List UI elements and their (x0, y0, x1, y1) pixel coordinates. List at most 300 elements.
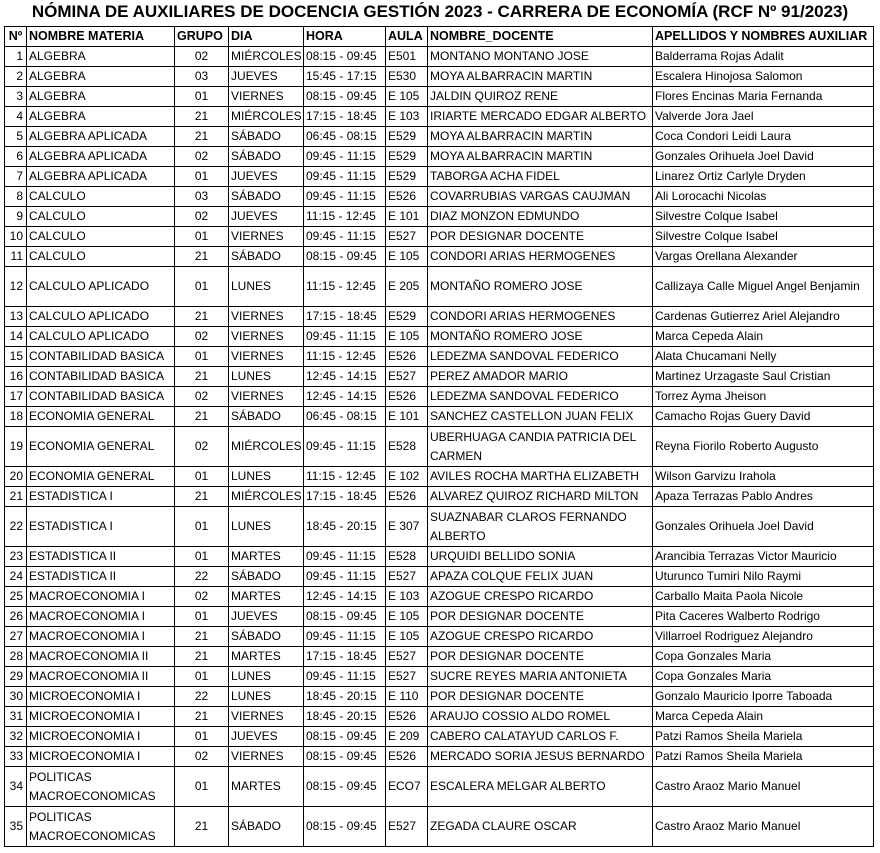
cell-docente: AVILES ROCHA MARTHA ELIZABETH (428, 467, 653, 487)
cell-hora: 08:15 - 09:45 (304, 807, 386, 847)
table-row (5, 727, 874, 747)
cell-num: 20 (5, 467, 27, 487)
cell-materia: ECONOMIA GENERAL (27, 467, 175, 487)
table-row (5, 747, 874, 767)
header-dia: DIA (229, 27, 304, 47)
table-row (5, 327, 874, 347)
cell-num: 4 (5, 107, 27, 127)
cell-materia: CONTABILIDAD BASICA (27, 347, 175, 367)
table-row (5, 587, 874, 607)
cell-materia: CALCULO (27, 247, 175, 267)
cell-num: 27 (5, 627, 27, 647)
cell-hora: 06:45 - 08:15 (304, 127, 386, 147)
table-row (5, 707, 874, 727)
cell-auxiliar: Castro Araoz Mario Manuel (653, 767, 874, 807)
cell-docente: JALDIN QUIROZ RENE (428, 87, 653, 107)
cell-dia: MARTES (229, 587, 304, 607)
cell-grupo: 21 (175, 407, 229, 427)
cell-num: 21 (5, 487, 27, 507)
cell-aula: E526 (386, 707, 428, 727)
cell-num: 35 (5, 807, 27, 847)
cell-auxiliar: Cardenas Gutierrez Ariel Alejandro (653, 307, 874, 327)
cell-materia: CALCULO APLICADO (27, 327, 175, 347)
cell-grupo: 02 (175, 387, 229, 407)
table-row (5, 387, 874, 407)
cell-aula: E528 (386, 547, 428, 567)
cell-docente: ESCALERA MELGAR ALBERTO (428, 767, 653, 807)
cell-hora: 11:15 - 12:45 (304, 207, 386, 227)
cell-dia: VIERNES (229, 327, 304, 347)
cell-materia: MACROECONOMIA II (27, 667, 175, 687)
cell-grupo: 21 (175, 487, 229, 507)
cell-num: 28 (5, 647, 27, 667)
cell-hora: 09:45 - 11:15 (304, 547, 386, 567)
cell-auxiliar: Flores Encinas Maria Fernanda (653, 87, 874, 107)
cell-num: 23 (5, 547, 27, 567)
table-row (5, 667, 874, 687)
cell-num: 26 (5, 607, 27, 627)
cell-hora: 09:45 - 11:15 (304, 627, 386, 647)
cell-materia: POLITICAS MACROECONOMICAS (27, 767, 175, 807)
cell-grupo: 01 (175, 507, 229, 547)
cell-auxiliar: Gonzalo Mauricio Iporre Taboada (653, 687, 874, 707)
header-grupo: GRUPO (175, 27, 229, 47)
cell-dia: LUNES (229, 467, 304, 487)
cell-aula: E 105 (386, 327, 428, 347)
cell-grupo: 02 (175, 327, 229, 347)
cell-grupo: 21 (175, 707, 229, 727)
auxiliares-table (4, 26, 874, 847)
cell-grupo: 02 (175, 47, 229, 67)
cell-grupo: 02 (175, 747, 229, 767)
cell-hora: 18:45 - 20:15 (304, 507, 386, 547)
cell-num: 11 (5, 247, 27, 267)
cell-aula: E529 (386, 167, 428, 187)
cell-auxiliar: Coca Condori Leidi Laura (653, 127, 874, 147)
cell-dia: VIERNES (229, 347, 304, 367)
cell-aula: E526 (386, 747, 428, 767)
cell-docente: SANCHEZ CASTELLON JUAN FELIX (428, 407, 653, 427)
cell-dia: JUEVES (229, 67, 304, 87)
cell-docente: MOYA ALBARRACIN MARTIN (428, 147, 653, 167)
cell-materia: MICROECONOMIA I (27, 727, 175, 747)
cell-materia: POLITICAS MACROECONOMICAS (27, 807, 175, 847)
cell-docente: CONDORI ARIAS HERMOGENES (428, 247, 653, 267)
cell-auxiliar: Copa Gonzales Maria (653, 667, 874, 687)
cell-grupo: 21 (175, 647, 229, 667)
cell-auxiliar: Camacho Rojas Guery David (653, 407, 874, 427)
cell-hora: 18:45 - 20:15 (304, 707, 386, 727)
cell-docente: ZEGADA CLAURE OSCAR (428, 807, 653, 847)
cell-materia: MACROECONOMIA I (27, 627, 175, 647)
cell-hora: 12:45 - 14:15 (304, 387, 386, 407)
table-row (5, 67, 874, 87)
cell-auxiliar: Alata Chucamani Nelly (653, 347, 874, 367)
cell-dia: SÁBADO (229, 567, 304, 587)
cell-grupo: 01 (175, 607, 229, 627)
cell-dia: JUEVES (229, 167, 304, 187)
cell-aula: E529 (386, 307, 428, 327)
cell-grupo: 01 (175, 467, 229, 487)
cell-docente: ALVAREZ QUIROZ RICHARD MILTON (428, 487, 653, 507)
cell-dia: LUNES (229, 667, 304, 687)
cell-docente: POR DESIGNAR DOCENTE (428, 227, 653, 247)
table-row (5, 207, 874, 227)
header-hora: HORA (304, 27, 386, 47)
cell-dia: LUNES (229, 267, 304, 307)
cell-auxiliar: Valverde Jora Jael (653, 107, 874, 127)
cell-auxiliar: Gonzales Orihuela Joel David (653, 507, 874, 547)
cell-auxiliar: Wilson Garvizu Irahola (653, 467, 874, 487)
cell-num: 1 (5, 47, 27, 67)
table-row (5, 687, 874, 707)
cell-aula: E 101 (386, 207, 428, 227)
cell-num: 19 (5, 427, 27, 467)
cell-hora: 09:45 - 11:15 (304, 667, 386, 687)
cell-grupo: 21 (175, 127, 229, 147)
cell-dia: VIERNES (229, 387, 304, 407)
cell-aula: E527 (386, 647, 428, 667)
cell-hora: 08:15 - 09:45 (304, 87, 386, 107)
page-title: NÓMINA DE AUXILIARES DE DOCENCIA GESTIÓN 2023 - CARRERA DE ECONOMÍA (RCF Nº 91/2023) (31, 2, 849, 21)
cell-dia: SÁBADO (229, 187, 304, 207)
cell-materia: CONTABILIDAD BASICA (27, 387, 175, 407)
cell-num: 33 (5, 747, 27, 767)
table-row (5, 167, 874, 187)
cell-aula: E 103 (386, 107, 428, 127)
cell-materia: MICROECONOMIA I (27, 707, 175, 727)
cell-auxiliar: Carballo Maita Paola Nicole (653, 587, 874, 607)
table-row (5, 807, 874, 847)
table-row (5, 547, 874, 567)
cell-aula: E527 (386, 227, 428, 247)
cell-hora: 09:45 - 11:15 (304, 147, 386, 167)
cell-grupo: 22 (175, 687, 229, 707)
cell-docente: MONTAÑO ROMERO JOSE (428, 327, 653, 347)
table-row (5, 567, 874, 587)
cell-docente: MERCADO SORIA JESUS BERNARDO (428, 747, 653, 767)
cell-auxiliar: Pita Caceres Walberto Rodrigo (653, 607, 874, 627)
cell-auxiliar: Vargas Orellana Alexander (653, 247, 874, 267)
table-row (5, 767, 874, 807)
cell-dia: JUEVES (229, 607, 304, 627)
cell-auxiliar: Linarez Ortiz Carlyle Dryden (653, 167, 874, 187)
cell-dia: SÁBADO (229, 147, 304, 167)
cell-materia: CALCULO (27, 227, 175, 247)
cell-materia: ECONOMIA GENERAL (27, 407, 175, 427)
cell-dia: MARTES (229, 647, 304, 667)
cell-materia: CALCULO (27, 187, 175, 207)
cell-auxiliar: Callizaya Calle Miguel Angel Benjamin (653, 267, 874, 307)
cell-docente: POR DESIGNAR DOCENTE (428, 647, 653, 667)
cell-num: 3 (5, 87, 27, 107)
cell-docente: MONTANO MONTANO JOSE (428, 47, 653, 67)
cell-docente: URQUIDI BELLIDO SONIA (428, 547, 653, 567)
cell-materia: ALGEBRA (27, 87, 175, 107)
cell-dia: SÁBADO (229, 127, 304, 147)
cell-docente: CONDORI ARIAS HERMOGENES (428, 307, 653, 327)
cell-num: 24 (5, 567, 27, 587)
cell-aula: E 205 (386, 267, 428, 307)
header-row (5, 27, 874, 47)
cell-grupo: 21 (175, 627, 229, 647)
cell-dia: MIÉRCOLES (229, 107, 304, 127)
cell-docente: COVARRUBIAS VARGAS CAUJMAN (428, 187, 653, 207)
cell-hora: 17:15 - 18:45 (304, 107, 386, 127)
cell-aula: E530 (386, 67, 428, 87)
cell-dia: VIERNES (229, 227, 304, 247)
table-row (5, 187, 874, 207)
cell-materia: CONTABILIDAD BASICA (27, 367, 175, 387)
cell-materia: ECONOMIA GENERAL (27, 427, 175, 467)
cell-grupo: 21 (175, 107, 229, 127)
cell-hora: 17:15 - 18:45 (304, 647, 386, 667)
cell-aula: E 105 (386, 87, 428, 107)
cell-aula: E 307 (386, 507, 428, 547)
table-row (5, 627, 874, 647)
cell-auxiliar: Castro Araoz Mario Manuel (653, 807, 874, 847)
cell-grupo: 01 (175, 547, 229, 567)
cell-docente: SUCRE REYES MARIA ANTONIETA (428, 667, 653, 687)
cell-docente: UBERHUAGA CANDIA PATRICIA DEL CARMEN (428, 427, 653, 467)
cell-materia: CALCULO APLICADO (27, 267, 175, 307)
cell-grupo: 03 (175, 67, 229, 87)
cell-docente: DIAZ MONZON EDMUNDO (428, 207, 653, 227)
cell-hora: 09:45 - 11:15 (304, 167, 386, 187)
cell-num: 34 (5, 767, 27, 807)
cell-hora: 08:15 - 09:45 (304, 47, 386, 67)
cell-auxiliar: Gonzales Orihuela Joel David (653, 147, 874, 167)
cell-grupo: 01 (175, 87, 229, 107)
cell-hora: 08:15 - 09:45 (304, 767, 386, 807)
cell-materia: ALGEBRA APLICADA (27, 127, 175, 147)
cell-materia: CALCULO (27, 207, 175, 227)
cell-aula: E527 (386, 667, 428, 687)
cell-dia: LUNES (229, 687, 304, 707)
cell-grupo: 01 (175, 727, 229, 747)
header-auxiliar: APELLIDOS Y NOMBRES AUXILIAR (653, 27, 874, 47)
cell-aula: E527 (386, 367, 428, 387)
cell-dia: MARTES (229, 547, 304, 567)
cell-num: 31 (5, 707, 27, 727)
cell-dia: SÁBADO (229, 627, 304, 647)
cell-materia: ALGEBRA APLICADA (27, 167, 175, 187)
cell-aula: E 102 (386, 467, 428, 487)
cell-hora: 18:45 - 20:15 (304, 687, 386, 707)
cell-grupo: 02 (175, 207, 229, 227)
cell-aula: E 105 (386, 607, 428, 627)
cell-dia: MIÉRCOLES (229, 487, 304, 507)
cell-aula: E527 (386, 567, 428, 587)
cell-aula: E 103 (386, 587, 428, 607)
cell-auxiliar: Uturunco Tumiri Nilo Raymi (653, 567, 874, 587)
cell-dia: JUEVES (229, 207, 304, 227)
cell-hora: 11:15 - 12:45 (304, 267, 386, 307)
table-row (5, 87, 874, 107)
cell-num: 2 (5, 67, 27, 87)
cell-docente: ARAUJO COSSIO ALDO ROMEL (428, 707, 653, 727)
cell-grupo: 21 (175, 307, 229, 327)
cell-aula: E529 (386, 147, 428, 167)
cell-hora: 11:15 - 12:45 (304, 467, 386, 487)
cell-num: 9 (5, 207, 27, 227)
table-row (5, 647, 874, 667)
cell-materia: CALCULO APLICADO (27, 307, 175, 327)
cell-hora: 09:45 - 11:15 (304, 327, 386, 347)
cell-dia: SÁBADO (229, 807, 304, 847)
cell-grupo: 02 (175, 147, 229, 167)
cell-auxiliar: Villarroel Rodriguez Alejandro (653, 627, 874, 647)
table-body (5, 47, 874, 847)
cell-aula: E 110 (386, 687, 428, 707)
table-row (5, 227, 874, 247)
cell-aula: E526 (386, 187, 428, 207)
cell-hora: 12:45 - 14:15 (304, 587, 386, 607)
table-row (5, 307, 874, 327)
cell-docente: TABORGA ACHA FIDEL (428, 167, 653, 187)
header-aula: AULA (386, 27, 428, 47)
cell-num: 30 (5, 687, 27, 707)
cell-docente: MONTAÑO ROMERO JOSE (428, 267, 653, 307)
header-num: Nº (5, 27, 27, 47)
cell-num: 25 (5, 587, 27, 607)
cell-grupo: 02 (175, 427, 229, 467)
cell-dia: LUNES (229, 507, 304, 547)
cell-docente: APAZA COLQUE FELIX JUAN (428, 567, 653, 587)
cell-materia: MACROECONOMIA I (27, 587, 175, 607)
cell-grupo: 01 (175, 667, 229, 687)
table-row (5, 147, 874, 167)
cell-aula: E 105 (386, 627, 428, 647)
cell-aula: E526 (386, 487, 428, 507)
header-docente: NOMBRE_DOCENTE (428, 27, 653, 47)
cell-materia: ALGEBRA (27, 47, 175, 67)
cell-aula: E501 (386, 47, 428, 67)
cell-dia: MARTES (229, 767, 304, 807)
cell-docente: SUAZNABAR CLAROS FERNANDO ALBERTO (428, 507, 653, 547)
table-row (5, 107, 874, 127)
cell-grupo: 01 (175, 227, 229, 247)
cell-hora: 08:15 - 09:45 (304, 747, 386, 767)
cell-auxiliar: Marca Cepeda Alain (653, 707, 874, 727)
table-row (5, 367, 874, 387)
table-row (5, 487, 874, 507)
cell-dia: VIERNES (229, 747, 304, 767)
cell-hora: 17:15 - 18:45 (304, 487, 386, 507)
cell-hora: 12:45 - 14:15 (304, 367, 386, 387)
cell-materia: MICROECONOMIA I (27, 687, 175, 707)
table-row (5, 507, 874, 547)
cell-dia: LUNES (229, 367, 304, 387)
table-row (5, 407, 874, 427)
cell-docente: AZOGUE CRESPO RICARDO (428, 587, 653, 607)
cell-materia: MACROECONOMIA I (27, 607, 175, 627)
cell-aula: E 209 (386, 727, 428, 747)
cell-dia: MIÉRCOLES (229, 47, 304, 67)
cell-aula: E 105 (386, 247, 428, 267)
cell-aula: E527 (386, 807, 428, 847)
cell-num: 16 (5, 367, 27, 387)
cell-auxiliar: Silvestre Colque Isabel (653, 227, 874, 247)
cell-num: 13 (5, 307, 27, 327)
cell-num: 8 (5, 187, 27, 207)
cell-grupo: 01 (175, 347, 229, 367)
cell-docente: IRIARTE MERCADO EDGAR ALBERTO (428, 107, 653, 127)
cell-hora: 06:45 - 08:15 (304, 407, 386, 427)
cell-materia: ALGEBRA (27, 67, 175, 87)
cell-dia: VIERNES (229, 707, 304, 727)
cell-grupo: 01 (175, 167, 229, 187)
cell-hora: 08:15 - 09:45 (304, 727, 386, 747)
cell-grupo: 21 (175, 367, 229, 387)
table-row (5, 607, 874, 627)
cell-auxiliar: Arancibia Terrazas Victor Mauricio (653, 547, 874, 567)
cell-dia: JUEVES (229, 727, 304, 747)
cell-grupo: 21 (175, 807, 229, 847)
table-row (5, 347, 874, 367)
header-materia: NOMBRE MATERIA (27, 27, 175, 47)
cell-num: 18 (5, 407, 27, 427)
cell-docente: LEDEZMA SANDOVAL FEDERICO (428, 387, 653, 407)
table-row (5, 47, 874, 67)
cell-materia: ESTADISTICA II (27, 547, 175, 567)
table-row (5, 267, 874, 307)
cell-dia: MIÉRCOLES (229, 427, 304, 467)
cell-hora: 09:45 - 11:15 (304, 427, 386, 467)
cell-auxiliar: Escalera Hinojosa Salomon (653, 67, 874, 87)
cell-num: 10 (5, 227, 27, 247)
cell-auxiliar: Copa Gonzales Maria (653, 647, 874, 667)
cell-auxiliar: Ali Lorocachi Nicolas (653, 187, 874, 207)
cell-aula: E526 (386, 347, 428, 367)
cell-auxiliar: Patzi Ramos Sheila Mariela (653, 727, 874, 747)
cell-dia: SÁBADO (229, 407, 304, 427)
cell-materia: ALGEBRA APLICADA (27, 147, 175, 167)
cell-num: 12 (5, 267, 27, 307)
cell-hora: 15:45 - 17:15 (304, 67, 386, 87)
cell-num: 5 (5, 127, 27, 147)
cell-aula: E 101 (386, 407, 428, 427)
cell-hora: 08:15 - 09:45 (304, 607, 386, 627)
cell-aula: E526 (386, 387, 428, 407)
cell-num: 17 (5, 387, 27, 407)
cell-dia: VIERNES (229, 87, 304, 107)
cell-num: 7 (5, 167, 27, 187)
table-row (5, 247, 874, 267)
cell-dia: VIERNES (229, 307, 304, 327)
cell-aula: ECO7 (386, 767, 428, 807)
cell-auxiliar: Torrez Ayma Jheison (653, 387, 874, 407)
cell-hora: 11:15 - 12:45 (304, 347, 386, 367)
cell-hora: 09:45 - 11:15 (304, 227, 386, 247)
cell-auxiliar: Balderrama Rojas Adalit (653, 47, 874, 67)
cell-grupo: 01 (175, 267, 229, 307)
cell-docente: AZOGUE CRESPO RICARDO (428, 627, 653, 647)
cell-num: 32 (5, 727, 27, 747)
cell-materia: ESTADISTICA II (27, 567, 175, 587)
cell-num: 6 (5, 147, 27, 167)
cell-dia: SÁBADO (229, 247, 304, 267)
cell-hora: 09:45 - 11:15 (304, 567, 386, 587)
table-row (5, 427, 874, 467)
cell-grupo: 21 (175, 247, 229, 267)
cell-auxiliar: Martinez Urzagaste Saul Cristian (653, 367, 874, 387)
cell-materia: ESTADISTICA I (27, 487, 175, 507)
cell-docente: POR DESIGNAR DOCENTE (428, 607, 653, 627)
cell-docente: MOYA ALBARRACIN MARTIN (428, 67, 653, 87)
table-row (5, 127, 874, 147)
cell-docente: CABERO CALATAYUD CARLOS F. (428, 727, 653, 747)
